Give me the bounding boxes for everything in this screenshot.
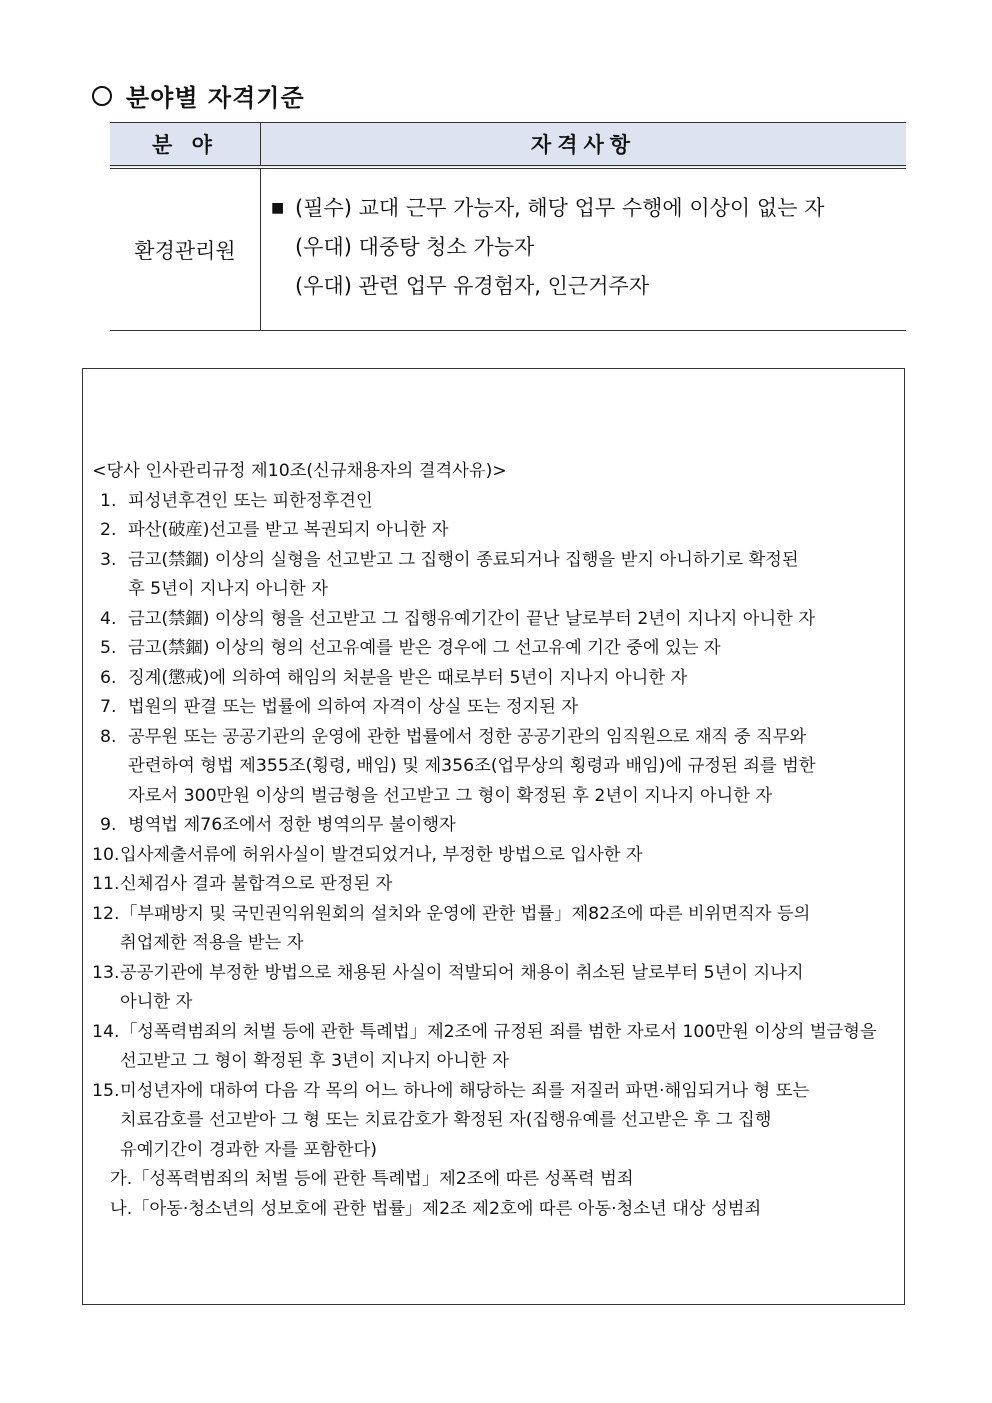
rule-item-line: 공공기관에 부정한 방법으로 채용된 사실이 적발되어 채용이 취소된 날로부터 5년이 지나지	[120, 962, 804, 983]
rule-subitem: 나.「아동·청소년의 성보호에 관한 법률」제2조 제2호에 따른 아동·청소년 대상 성범죄	[110, 1198, 762, 1219]
rule-item-text	[128, 634, 894, 664]
disqualification-rules-box	[82, 368, 905, 1305]
rule-item-line: 취업제한 적용을 받는 자	[120, 933, 304, 953]
rule-item	[92, 1018, 894, 1077]
rule-item-number: 1.	[100, 490, 117, 511]
rule-item-text	[120, 1018, 894, 1077]
rule-item-line: 파산(破産)선고를 받고 복권되지 아니한 자	[128, 520, 449, 540]
rule-item-text	[128, 693, 894, 723]
rule-item-line: 금고(禁錮) 이상의 형을 선고받고 그 집행유예기간이 끝난 날로부터 2년이 지나지 아니한 자	[128, 608, 816, 629]
qualification-cell	[261, 167, 907, 331]
rule-item	[92, 723, 894, 812]
rule-item	[92, 516, 894, 546]
rule-subitem: 가.「성폭력범죄의 처벌 등에 관한 특례법」제2조에 따른 성폭력 범죄	[110, 1169, 634, 1189]
rule-item	[92, 546, 894, 605]
rule-item-number: 11.	[92, 874, 120, 894]
rule-item-number: 15.	[92, 1080, 120, 1101]
qualification-line	[271, 267, 896, 306]
rule-item-number: 4.	[100, 608, 117, 629]
rule-item-text	[128, 516, 894, 546]
qualification-text: (우대) 관련 업무 유경험자, 인근거주자	[295, 274, 650, 298]
rule-item-line: 병역법 제76조에서 정한 병역의무 불이행자	[128, 815, 456, 835]
field-name: 환경관리원	[110, 167, 261, 331]
rule-item	[92, 634, 894, 664]
rule-item-line: 금고(禁錮) 이상의 형의 선고유예를 받은 경우에 그 선고유예 기간 중에 있는 자	[128, 638, 721, 658]
rule-item-text	[128, 723, 894, 812]
rule-item-line: 징계(懲戒)에 의하여 해임의 처분을 받은 때로부터 5년이 지나지 아니한 자	[128, 667, 688, 688]
rule-item	[92, 959, 894, 1018]
rule-item	[92, 487, 894, 517]
table-header-row	[110, 123, 906, 168]
rule-item-line: 입사제출서류에 허위사실이 발견되었거나, 부정한 방법으로 입사한 자	[120, 844, 643, 865]
rule-item-number: 14.	[92, 1021, 120, 1042]
rule-item	[92, 693, 894, 723]
rule-item	[92, 605, 894, 635]
rule-item-line: 유예기간이 경과한 자를 포함한다)	[120, 1139, 377, 1160]
rule-item	[92, 811, 894, 841]
rule-item-text	[128, 605, 894, 635]
rule-item-line: 신체검사 결과 불합격으로 판정된 자	[120, 874, 393, 894]
qualification-text: (필수) 교대 근무 가능자, 해당 업무 수행에 이상이 없는 자	[295, 196, 825, 220]
rule-item-text	[120, 841, 894, 871]
rule-item-line: 법원의 판결 또는 법률에 의하여 자격이 상실 또는 정지된 자	[128, 697, 579, 717]
qualification-text: (우대) 대중탕 청소 가능자	[295, 235, 535, 259]
rule-item-number: 12.	[92, 903, 120, 924]
rule-item-line: 「부패방지 및 국민권익위원회의 설치와 운영에 관한 법률」제82조에 따른 비위면직자 등의	[120, 903, 811, 924]
square-bullet-icon: ■	[271, 200, 285, 216]
rule-item-number: 5.	[100, 638, 117, 658]
rule-item-text	[120, 1077, 894, 1166]
rule-item-text	[128, 664, 894, 694]
rule-item-text	[120, 900, 894, 959]
rule-item-line: 관련하여 형법 제355조(횡령, 배임) 및 제356조(업무상의 횡령과 배임)에 규정된 죄를 범한	[128, 756, 816, 776]
rule-item-line: 자로서 300만원 이상의 벌금형을 선고받고 그 형이 확정된 후 2년이 지나지 아니한 자	[128, 785, 773, 806]
rules-heading: <당사 인사관리규정 제10조(신규채용자의 결격사유)>	[92, 461, 507, 481]
header-qualification: 자격사항	[261, 123, 907, 168]
rule-item-text	[128, 487, 894, 517]
rule-item	[92, 1077, 894, 1166]
rule-item-text	[120, 959, 894, 1018]
rule-item	[92, 900, 894, 959]
header-field: 분 야	[110, 123, 261, 168]
rule-item-line: 금고(禁錮) 이상의 실형을 선고받고 그 집행이 종료되거나 집행을 받지 아니하기로 확정된	[128, 549, 799, 570]
rule-item-line: 「성폭력범죄의 처벌 등에 관한 특례법」제2조에 규정된 죄를 범한 자로서 100만원 이상의 벌금형을	[120, 1021, 877, 1042]
rule-item-line: 미성년자에 대하여 다음 각 목의 어느 하나에 해당하는 죄를 저질러 파면·해임되거나 형 또는	[120, 1080, 810, 1101]
rule-item-number: 7.	[100, 697, 117, 717]
qualification-line	[271, 189, 896, 228]
rule-item-line: 선고받고 그 형이 확정된 후 3년이 지나지 아니한 자	[120, 1051, 509, 1071]
rules-content	[92, 457, 894, 1224]
rule-item-number: 10.	[92, 844, 120, 865]
qualification-line	[271, 228, 896, 267]
rule-item-number: 6.	[100, 667, 117, 688]
rule-item-number: 13.	[92, 962, 120, 983]
rule-item-number: 8.	[100, 726, 117, 747]
rule-item-number: 2.	[100, 520, 117, 540]
rule-item-number: 9.	[100, 815, 117, 835]
rule-item-line: 치료감호를 선고받아 그 형 또는 치료감호가 확정된 자(집행유예를 선고받은 후 그 집행	[120, 1110, 772, 1130]
rule-item-line: 아니한 자	[120, 992, 193, 1012]
section-title	[92, 78, 305, 113]
rule-item	[92, 841, 894, 871]
rules-list	[92, 487, 894, 1166]
rule-item-text	[128, 546, 894, 605]
rule-item-line: 후 5년이 지나지 아니한 자	[128, 579, 328, 599]
table-row	[110, 167, 906, 331]
rule-item-number: 3.	[100, 549, 117, 570]
section-title-text: 분야별 자격기준	[126, 83, 305, 112]
qualification-table	[110, 122, 906, 331]
rule-item-text	[120, 870, 894, 900]
rule-item-text	[128, 811, 894, 841]
rule-item-line: 공무원 또는 공공기관의 운영에 관한 법률에서 정한 공공기관의 임직원으로 재직 중 직무와	[128, 726, 807, 747]
rule-item	[92, 870, 894, 900]
rule-item-line: 피성년후견인 또는 피한정후견인	[128, 490, 373, 511]
circle-icon	[92, 86, 112, 106]
rule-item	[92, 664, 894, 694]
